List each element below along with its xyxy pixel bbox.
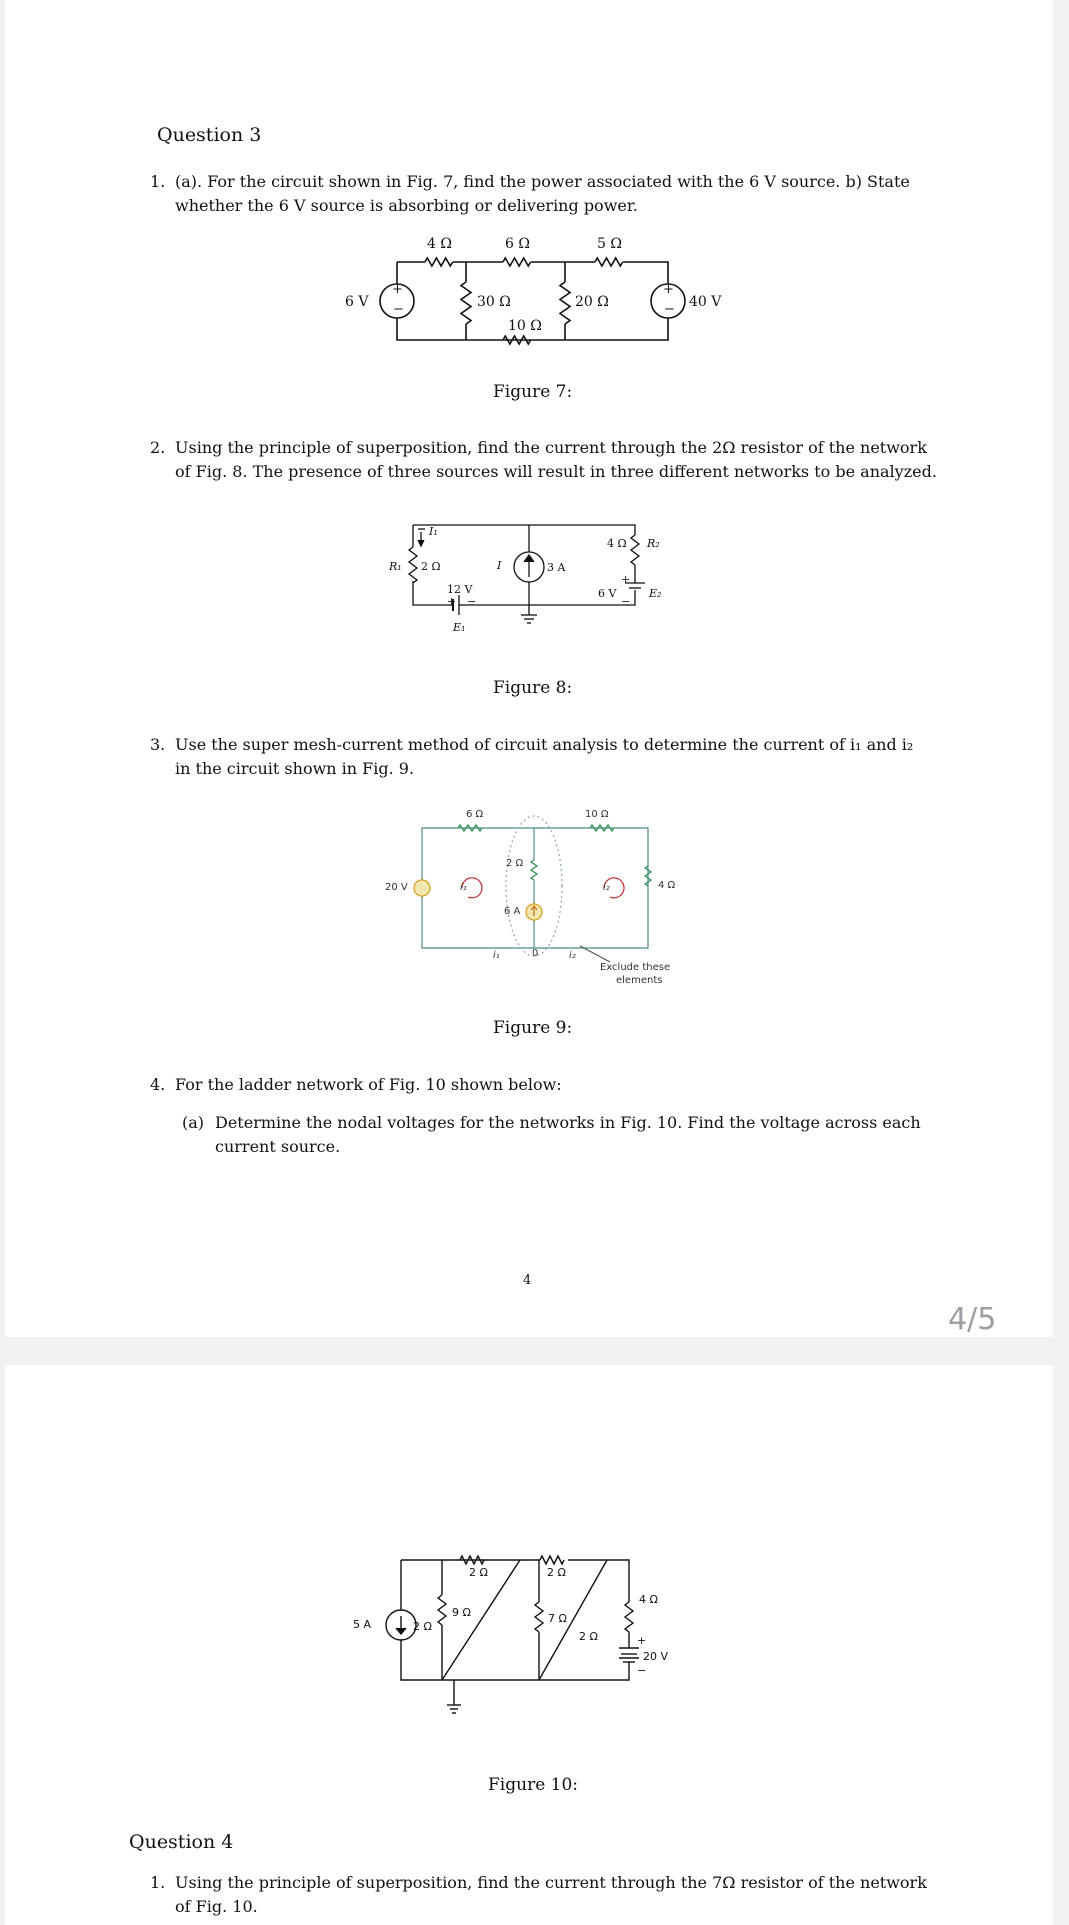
question-text-line: Determine the nodal voltages for the networks in Fig. 10. Find the voltage across each xyxy=(215,1113,921,1132)
question-number: 2. xyxy=(150,438,166,457)
minus-sign: − xyxy=(637,1664,647,1677)
document-page-4 xyxy=(5,0,1053,1337)
label-6-ohm: 6 Ω xyxy=(466,809,484,820)
label-2-ohm: 2 Ω xyxy=(413,1620,432,1633)
plus-sign: + xyxy=(447,595,457,608)
figure-7-caption: Figure 7: xyxy=(493,382,573,402)
question-text-line: of Fig. 10. xyxy=(175,1897,258,1916)
question-text-line: in the circuit shown in Fig. 9. xyxy=(175,759,415,778)
label-6-ohm: 6 Ω xyxy=(505,236,530,252)
label-7-ohm: 7 Ω xyxy=(548,1612,567,1625)
label-mesh-i2: i₂ xyxy=(603,882,610,893)
label-4-ohm: 4 Ω xyxy=(639,1593,658,1606)
subquestion-label: (a) xyxy=(182,1113,205,1132)
label-elements: elements xyxy=(616,975,663,986)
question-number: 3. xyxy=(150,735,166,754)
label-6v: 6 V xyxy=(598,587,617,600)
label-5-ohm: 5 Ω xyxy=(597,236,622,252)
plus-sign: + xyxy=(637,1634,647,1647)
question-text-line: (a). For the circuit shown in Fig. 7, find the power associated with the 6 V source. b) State xyxy=(175,172,910,191)
question-text-line: current source. xyxy=(215,1137,341,1156)
label-mesh-i1: i₁ xyxy=(460,882,467,893)
question-number: 1. xyxy=(150,172,166,191)
label-9-ohm: 9 Ω xyxy=(452,1606,471,1619)
label-40v: 40 V xyxy=(689,294,722,310)
label-i1: I₁ xyxy=(429,525,438,538)
question-text-line: of Fig. 8. The presence of three sources will result in three different networks to be analyzed. xyxy=(175,462,937,481)
question-text-line: whether the 6 V source is absorbing or delivering power. xyxy=(175,196,638,215)
minus-sign: − xyxy=(467,595,477,608)
label-20v: 20 V xyxy=(643,1650,669,1663)
label-2-ohm: 2 Ω xyxy=(469,1566,488,1579)
label-r1: R₁ xyxy=(389,560,402,573)
question-text-line: Using the principle of superposition, find the current through the 2Ω resistor of the network xyxy=(175,438,927,457)
question-text-line: Using the principle of superposition, find the current through the 7Ω resistor of the network xyxy=(175,1873,927,1892)
label-4-ohm: 4 Ω xyxy=(427,236,452,252)
label-12v: 12 V xyxy=(447,583,473,596)
label-r2: R₂ xyxy=(647,537,660,550)
section-title-question-3: Question 3 xyxy=(157,124,262,146)
label-6a: 6 A xyxy=(504,906,521,917)
page-number: 4 xyxy=(523,1273,532,1288)
section-title-question-4: Question 4 xyxy=(129,1831,234,1853)
label-zero: 0 xyxy=(532,948,539,959)
question-text-line: For the ladder network of Fig. 10 shown below: xyxy=(175,1075,562,1094)
plus-sign: + xyxy=(663,282,674,297)
label-2-ohm: 2 Ω xyxy=(579,1630,598,1643)
label-i: I xyxy=(497,559,502,572)
label-4-ohm: 4 Ω xyxy=(607,537,627,550)
label-e1: E₁ xyxy=(453,621,466,634)
document-page-5 xyxy=(5,1365,1053,1925)
label-i2-bottom: i₂ xyxy=(569,950,576,961)
minus-sign: − xyxy=(664,302,675,317)
page-indicator: 4/5 xyxy=(948,1302,997,1337)
label-6v: 6 V xyxy=(345,294,369,310)
label-exclude: Exclude these xyxy=(600,962,671,973)
question-text-line: Use the super mesh-current method of circuit analysis to determine the current of i₁ and i₂ xyxy=(175,735,914,754)
label-i1-bottom: i₁ xyxy=(493,950,500,961)
label-10-ohm: 10 Ω xyxy=(585,809,609,820)
figure-10-caption: Figure 10: xyxy=(488,1775,579,1795)
minus-sign: − xyxy=(393,302,404,317)
label-5a: 5 A xyxy=(353,1618,372,1631)
plus-sign: + xyxy=(392,282,403,297)
label-3a: 3 A xyxy=(547,561,566,574)
label-2-ohm: 2 Ω xyxy=(421,560,441,573)
label-20v: 20 V xyxy=(385,882,408,893)
question-number: 1. xyxy=(150,1873,166,1892)
label-4-ohm: 4 Ω xyxy=(658,880,676,891)
label-20-ohm: 20 Ω xyxy=(575,294,609,310)
label-30-ohm: 30 Ω xyxy=(477,294,511,310)
label-2-ohm: 2 Ω xyxy=(547,1566,566,1579)
minus-sign: − xyxy=(621,595,631,608)
label-e2: E₂ xyxy=(649,587,662,600)
figure-9-caption: Figure 9: xyxy=(493,1018,573,1038)
figure-8-caption: Figure 8: xyxy=(493,678,573,698)
label-2-ohm: 2 Ω xyxy=(506,858,524,869)
label-10-ohm: 10 Ω xyxy=(508,318,542,334)
question-number: 4. xyxy=(150,1075,166,1094)
plus-sign: + xyxy=(621,573,631,586)
